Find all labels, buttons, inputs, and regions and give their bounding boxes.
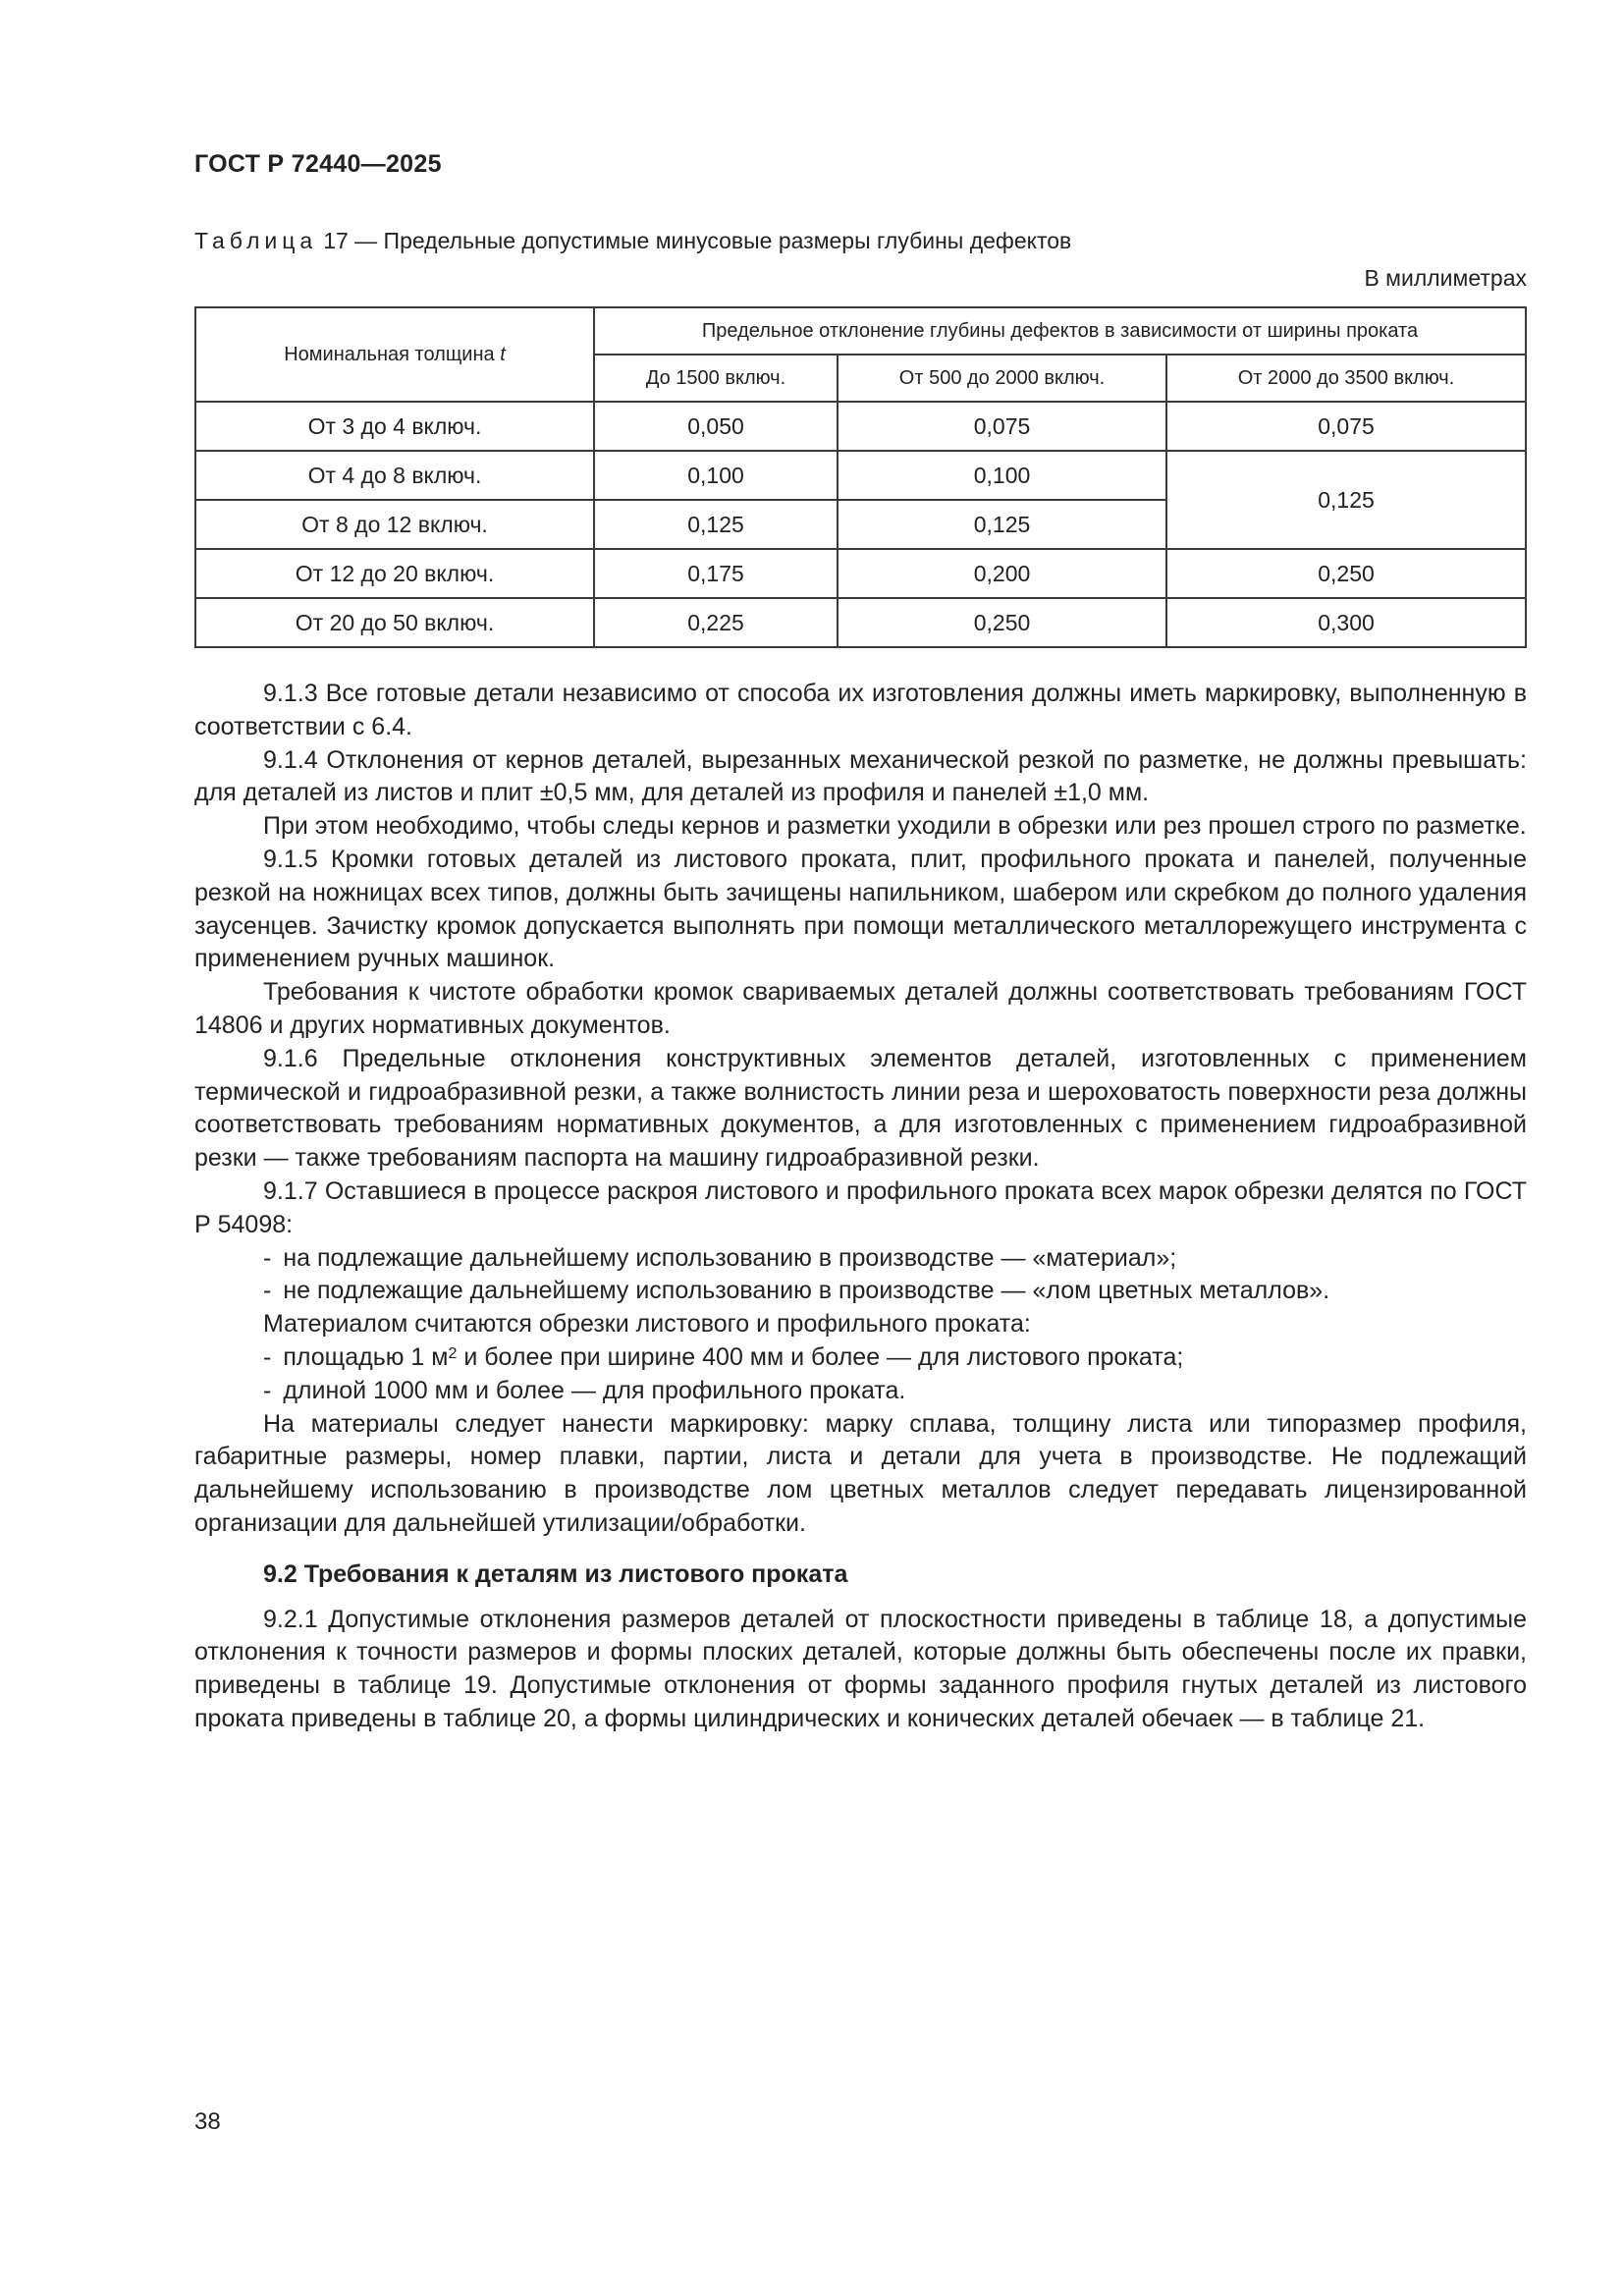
list-item [194, 1341, 1527, 1375]
paragraph-9-1-5-requirements: Требования к чистоте обработки кромок свариваемых деталей должны соответствовать требованиям ГОСТ 14806 и других нормативных документов. [194, 978, 1527, 1039]
cell-value: 0,125 [594, 500, 838, 549]
table-header-row [195, 307, 1526, 355]
paragraph-9-2-1: 9.2.1 Допустимые отклонения размеров деталей от плоскостности приведены в таблице 18, а допустимые отклонения к точности размеров и формы плоских деталей, которые должны быть обеспечены после их правки, приведены в таблице 19. Допустимые отклонения от формы заданного профиля гнутых деталей из листового проката приведены в таблице 20, а формы цилиндрических и конических деталей обечаек — в таблице 21. [194, 1605, 1527, 1732]
page-number: 38 [194, 2108, 221, 2135]
header-group: Предельное отклонение глубины дефектов в зависимости от ширины проката [594, 307, 1526, 355]
paragraph-9-1-5: 9.1.5 Кромки готовых деталей из листового проката, плит, профильного проката и панелей, полученные резкой на ножницах всех типов, должны быть зачищены напильником, шабером или скребком до полного удаления заусенцев. Зачистку кромок допускается выполнять при помощи металлического металлорежущего инструмента с применением ручных машинок. [194, 845, 1527, 973]
cell-value-merged: 0,125 [1166, 451, 1526, 549]
table-row [195, 451, 1526, 500]
paragraph-material-definition: Материалом считаются обрезки листового и профильного проката: [263, 1310, 1031, 1339]
list-item: - длиной 1000 мм и более — для профильного проката. [194, 1375, 1527, 1408]
cell-value: 0,250 [1166, 549, 1526, 598]
list-item-text: и более при ширине 400 мм и более — для листового проката; [457, 1342, 1184, 1371]
list-item: - на подлежащие дальнейшему использованию в производстве — «материал»; [194, 1242, 1527, 1276]
table-row [195, 549, 1526, 598]
cell-value: 0,100 [594, 451, 838, 500]
cell-thickness: От 3 до 4 включ. [195, 402, 594, 451]
subheader-width-1: До 1500 включ. [594, 355, 838, 402]
cell-value: 0,175 [594, 549, 838, 598]
paragraph-9-1-6: 9.1.6 Предельные отклонения конструктивных элементов деталей, изготовленных с применением термической и гидроабразивной резки, а также волнистость линии реза и шероховатость поверхности реза должны соответствовать требованиям нормативных документов, а для изготовленных с применением гидроабразивной резки — также требованиям паспорта на машину гидроабразивной резки. [194, 1044, 1527, 1173]
list-item-text: площадью 1 м [283, 1342, 449, 1371]
table-units-note: В миллиметрах [1364, 265, 1527, 291]
table-row [195, 598, 1526, 647]
cell-thickness: От 12 до 20 включ. [195, 549, 594, 598]
cell-value: 0,100 [838, 451, 1166, 500]
cell-value: 0,050 [594, 402, 838, 451]
list-item: - не подлежащие дальнейшему использованию в производстве — «лом цветных металлов». [194, 1275, 1527, 1308]
cell-thickness: От 4 до 8 включ. [195, 451, 594, 500]
section-heading-9-2: 9.2 Требования к деталям из листового проката [263, 1559, 848, 1588]
cell-value: 0,075 [1166, 402, 1526, 451]
subheader-width-3: От 2000 до 3500 включ. [1166, 355, 1526, 402]
cell-value: 0,200 [838, 549, 1166, 598]
defects-table [194, 306, 1527, 648]
table-caption-word: Таблица [194, 228, 318, 253]
header-thickness-var: t [500, 343, 506, 365]
cell-value: 0,075 [838, 402, 1166, 451]
paragraph-9-1-7: 9.1.7 Оставшиеся в процессе раскроя листового и профильного проката всех марок обрезки делятся по ГОСТ Р 54098: [194, 1176, 1527, 1238]
body-text [194, 678, 1527, 1736]
subheader-width-2: От 500 до 2000 включ. [838, 355, 1166, 402]
cell-value: 0,125 [838, 500, 1166, 549]
document-header: ГОСТ Р 72440—2025 [194, 150, 442, 178]
cell-value: 0,225 [594, 598, 838, 647]
cell-value: 0,250 [838, 598, 1166, 647]
cell-thickness: От 8 до 12 включ. [195, 500, 594, 549]
paragraph-marking: На материалы следует нанести маркировку: марку сплава, толщину листа или типоразмер профиля, габаритные размеры, номер плавки, партии, листа и детали для учета в производстве. Не подлежащий дальнейшему использованию в производстве лом цветных металлов следует передавать лицензированной организации для дальнейшей утилизации/обработки. [194, 1409, 1527, 1537]
table-caption-title: 17 — Предельные допустимые минусовые размеры глубины дефектов [323, 228, 1072, 253]
superscript: 2 [448, 1344, 458, 1362]
table-row [195, 402, 1526, 451]
header-thickness [195, 307, 594, 402]
table-caption [194, 228, 1071, 254]
cell-thickness: От 20 до 50 включ. [195, 598, 594, 647]
paragraph-9-1-4-note: При этом необходимо, чтобы следы кернов и разметки уходили в обрезки или рез прошел строго по разметке. [263, 812, 1527, 841]
paragraph-9-1-3: 9.1.3 Все готовые детали независимо от способа их изготовления должны иметь маркировку, выполненную в соответствии с 6.4. [194, 680, 1527, 740]
paragraph-9-1-4: 9.1.4 Отклонения от кернов деталей, вырезанных механической резкой по разметке, не должны превышать: для деталей из листов и плит ±0,5 мм, для деталей из профиля и панелей ±1,0 мм. [194, 745, 1527, 807]
cell-value: 0,300 [1166, 598, 1526, 647]
header-thickness-text: Номинальная толщина [284, 343, 501, 365]
